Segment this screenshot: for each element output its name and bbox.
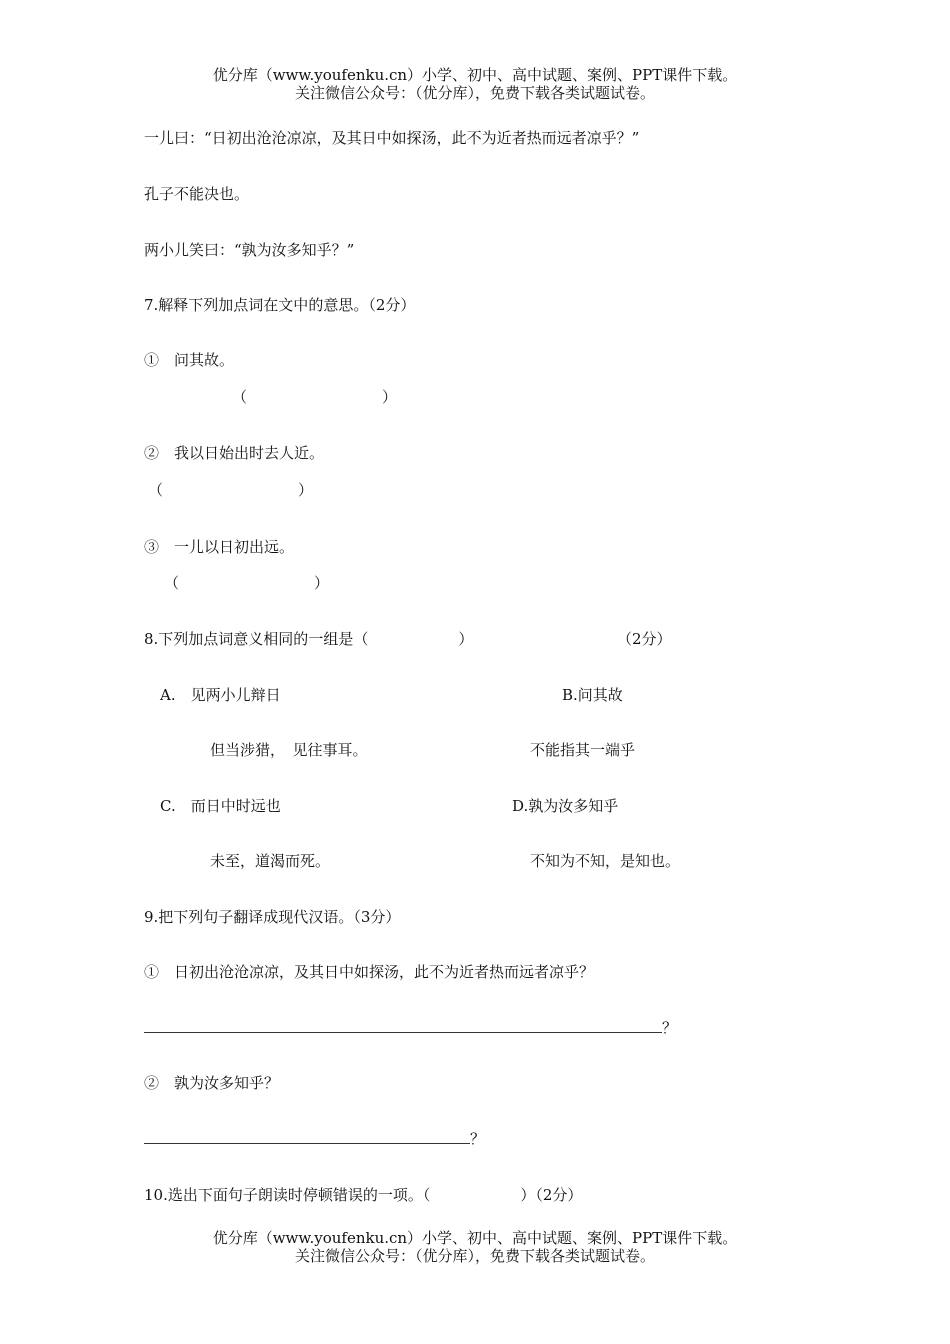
page-header [0,66,950,102]
passage-line-2: 孔子不能决也。 [144,185,250,203]
answer-1-end: ？ [662,1019,678,1037]
question-7-title: 7.解释下列加点词在文中的意思。（2分） [144,296,416,314]
option-b-line-2: 不能指其一端乎 [530,741,636,759]
option-a-line-2: 但当涉猎， 见往事耳。 [210,741,368,759]
footer-line-1: 优分库（www.youfenku.cn）小学、初中、高中试题、案例、PPT课件下载。 [212,1229,738,1247]
question-9-item-1: ① 日初出沧沧凉凉，及其日中如探汤，此不为近者热而远者凉乎？ [144,963,595,981]
question-7-item-2: ② 我以日始出时去人近。 [144,444,325,462]
question-8-title: 8.下列加点词意义相同的一组是（ ） [144,630,474,648]
question-9-answer-2[interactable] [144,1129,485,1149]
option-c-line-1: C. 而日中时远也 [160,797,281,815]
option-d-line-2: 不知为不知，是知也。 [530,852,681,870]
question-8-score: （2分） [617,630,672,648]
question-9-title: 9.把下列句子翻译成现代汉语。（3分） [144,908,401,926]
page-footer [0,1229,950,1265]
question-7-item-3: ③ 一儿以日初出远。 [144,538,295,556]
option-a-line-1: A. 见两小儿辩日 [160,686,281,704]
passage-line-3: 两小儿笑曰：“孰为汝多知乎？” [144,241,355,259]
answer-2-end: ？ [470,1130,486,1148]
option-b-line-1: B.问其故 [562,686,623,704]
answer-blank-2[interactable] [144,1129,470,1144]
option-d-line-1: D.孰为汝多知乎 [512,797,619,815]
footer-line-2: 关注微信公众号：（优分库），免费下载各类试题试卷。 [294,1247,655,1265]
question-7-answer-2[interactable]: （ ） [148,481,314,499]
passage-line-1: 一儿曰：“日初出沧沧凉凉，及其日中如探汤，此不为近者热而远者凉乎？” [144,129,640,147]
answer-blank-1[interactable] [144,1018,662,1033]
question-7-item-1: ① 问其故。 [144,351,235,369]
question-7-answer-3[interactable]: （ ） [164,574,330,592]
header-line-1: 优分库（www.youfenku.cn）小学、初中、高中试题、案例、PPT课件下载。 [212,66,738,84]
question-10-title: 10.选出下面句子朗读时停顿错误的一项。（ ）（2分） [144,1186,583,1204]
header-line-2: 关注微信公众号：（优分库），免费下载各类试题试卷。 [294,84,655,102]
question-9-item-2: ② 孰为汝多知乎？ [144,1074,280,1092]
question-9-answer-1[interactable] [144,1018,677,1038]
question-7-answer-1[interactable]: （ ） [232,388,398,406]
option-c-line-2: 未至，道渴而死。 [210,852,331,870]
